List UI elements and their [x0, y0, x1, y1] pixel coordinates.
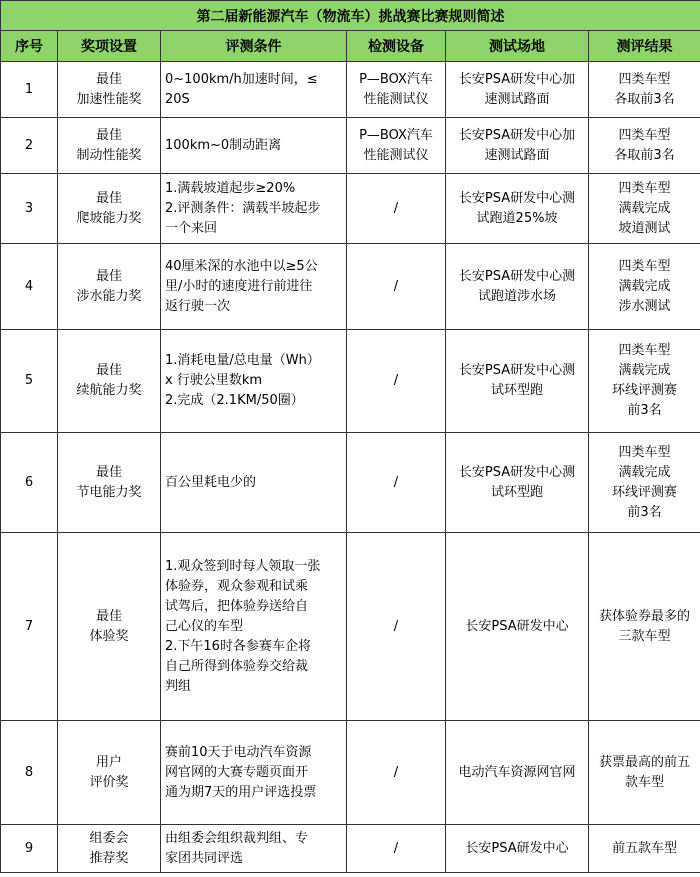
cell-condition-text: 1.满载坡道起步≥20% 2.评测条件：满载半坡起步 一个来回	[165, 180, 321, 236]
cell-device-text: /	[393, 474, 399, 490]
cell-no-text: 3	[24, 200, 34, 216]
cell-result	[589, 433, 700, 533]
cell-award	[58, 244, 161, 330]
cell-condition	[161, 174, 347, 244]
title-row	[1, 1, 700, 31]
header-row	[1, 31, 700, 62]
cell-result	[589, 62, 700, 118]
cell-device-text: /	[393, 618, 399, 634]
cell-award	[58, 174, 161, 244]
cell-condition	[161, 244, 347, 330]
cell-award	[58, 433, 161, 533]
cell-result-text: 四类车型 满载完成 涉水测试	[618, 258, 671, 314]
cell-device-text: /	[393, 278, 399, 294]
cell-award	[58, 118, 161, 174]
cell-result	[589, 825, 700, 873]
cell-device	[347, 433, 446, 533]
header-award: 奖项设置	[58, 31, 161, 62]
cell-device-text: P—BOX汽车 性能测试仪	[359, 71, 433, 107]
cell-site-text: 长安PSA研发中心	[465, 618, 569, 634]
cell-result	[589, 330, 700, 433]
cell-no-text: 8	[24, 764, 34, 780]
cell-no	[1, 244, 58, 330]
header-site: 测试场地	[446, 31, 589, 62]
cell-device-text: /	[393, 840, 399, 856]
cell-device	[347, 330, 446, 433]
cell-site-text: 长安PSA研发中心测 试跑道25%坡	[458, 190, 576, 226]
cell-award	[58, 825, 161, 873]
cell-award	[58, 330, 161, 433]
cell-site	[446, 721, 589, 825]
cell-condition-text: 100km~0制动距离	[165, 137, 282, 153]
cell-result-text: 获体验券最多的 三款车型	[598, 608, 690, 644]
cell-no-text: 6	[24, 474, 34, 490]
cell-site-text: 长安PSA研发中心	[465, 840, 569, 856]
cell-site-text: 电动汽车资源网官网	[458, 764, 576, 780]
cell-site-text: 长安PSA研发中心测 试环型跑	[458, 363, 576, 398]
cell-result	[589, 721, 700, 825]
cell-no-text: 9	[24, 840, 34, 856]
header-result: 测评结果	[589, 31, 700, 62]
cell-site	[446, 118, 589, 174]
table-title: 第二届新能源汽车（物流车）挑战赛比赛规则简述	[1, 1, 700, 31]
cell-no	[1, 62, 58, 118]
cell-result-text: 四类车型 满载完成 环线评测赛 前3名	[611, 444, 677, 520]
cell-site	[446, 533, 589, 721]
header-device: 检测设备	[347, 31, 446, 62]
cell-no-text: 7	[24, 618, 34, 634]
cell-site	[446, 174, 589, 244]
cell-device	[347, 533, 446, 721]
table-row	[1, 62, 700, 118]
cell-result-text: 四类车型 满载完成 坡道测试	[618, 180, 671, 236]
cell-no-text: 5	[24, 373, 34, 388]
cell-device-text: /	[393, 373, 399, 388]
cell-award-text: 最佳 续航能力奖	[76, 363, 142, 398]
table-row	[1, 118, 700, 174]
cell-condition	[161, 825, 347, 873]
cell-site	[446, 330, 589, 433]
header-condition: 评测条件	[161, 31, 347, 62]
cell-device	[347, 244, 446, 330]
cell-award	[58, 533, 161, 721]
cell-device	[347, 62, 446, 118]
cell-condition	[161, 62, 347, 118]
cell-device	[347, 118, 446, 174]
cell-no	[1, 118, 58, 174]
table-row	[1, 330, 700, 433]
cell-condition-text: 40厘米深的水池中以≥5公 里/小时的速度进行前进往 返行驶一次	[165, 258, 318, 314]
cell-site-text: 长安PSA研发中心加 速测试路面	[458, 71, 576, 107]
cell-result-text: 四类车型 各取前3名	[614, 71, 675, 107]
cell-no-text: 1	[24, 81, 34, 97]
cell-no	[1, 533, 58, 721]
header-no: 序号	[1, 31, 58, 62]
cell-no	[1, 721, 58, 825]
table-row	[1, 174, 700, 244]
cell-no-text: 2	[24, 137, 34, 153]
cell-condition-text: 百公里耗电少的	[165, 474, 257, 490]
cell-no	[1, 330, 58, 433]
cell-award-text: 最佳 体验奖	[89, 608, 129, 644]
cell-result-text: 前五款车型	[611, 840, 677, 856]
cell-site-text: 长安PSA研发中心测 试跑道涉水场	[458, 268, 576, 304]
cell-award-text: 最佳 制动性能奖	[76, 127, 142, 163]
cell-condition-text: 1.消耗电量/总电量（Wh） x 行驶公里数km 2.完成（2.1KM/50圈）	[165, 353, 320, 408]
cell-device	[347, 174, 446, 244]
cell-site	[446, 433, 589, 533]
table-row	[1, 244, 700, 330]
cell-site	[446, 62, 589, 118]
cell-condition-text: 1.观众签到时每人领取一张 体验券，观众参观和试乘 试驾后，把体验券送给自 己心仪的车型 2.下午16时各参赛车企将 自己所得到体验券交给裁 判组	[165, 558, 321, 694]
cell-no	[1, 825, 58, 873]
cell-result	[589, 118, 700, 174]
table-row	[1, 721, 700, 825]
cell-no-text: 4	[24, 278, 34, 294]
cell-condition	[161, 721, 347, 825]
table-row	[1, 533, 700, 721]
cell-award-text: 最佳 爬坡能力奖	[76, 190, 142, 226]
cell-award	[58, 721, 161, 825]
cell-condition	[161, 118, 347, 174]
cell-condition	[161, 330, 347, 433]
cell-award-text: 最佳 节电能力奖	[76, 464, 142, 500]
cell-device-text: /	[393, 200, 399, 216]
cell-condition-text: 赛前10天于电动汽车资源 网官网的大赛专题页面开 通为期7天的用户评选投票	[165, 744, 317, 800]
cell-site-text: 长安PSA研发中心加 速测试路面	[458, 127, 576, 163]
cell-award	[58, 62, 161, 118]
cell-site	[446, 825, 589, 873]
cell-device	[347, 825, 446, 873]
cell-condition	[161, 433, 347, 533]
cell-award-text: 最佳 涉水能力奖	[76, 268, 142, 304]
cell-result	[589, 174, 700, 244]
cell-site-text: 长安PSA研发中心测 试环型跑	[458, 464, 576, 500]
cell-device-text: /	[393, 764, 399, 780]
cell-condition-text: 由组委会组织裁判组、专 家团共同评选	[165, 830, 309, 866]
cell-condition-text: 0~100km/h加速时间，≤ 20S	[165, 71, 318, 107]
cell-result-text: 四类车型 各取前3名	[614, 127, 675, 163]
cell-no	[1, 174, 58, 244]
cell-no	[1, 433, 58, 533]
cell-device-text: P—BOX汽车 性能测试仪	[359, 127, 433, 163]
cell-condition	[161, 533, 347, 721]
cell-award-text: 用户 评价奖	[89, 754, 129, 790]
cell-device	[347, 721, 446, 825]
cell-award-text: 最佳 加速性能奖	[76, 71, 142, 107]
cell-result-text: 获票最高的前五 款车型	[598, 754, 690, 790]
cell-result	[589, 533, 700, 721]
cell-result	[589, 244, 700, 330]
table-row	[1, 433, 700, 533]
cell-award-text: 组委会 推荐奖	[89, 830, 129, 866]
cell-result-text: 四类车型 满载完成 环线评测赛 前3名	[611, 343, 677, 418]
table-row	[1, 825, 700, 873]
table-body	[1, 62, 700, 873]
cell-site	[446, 244, 589, 330]
